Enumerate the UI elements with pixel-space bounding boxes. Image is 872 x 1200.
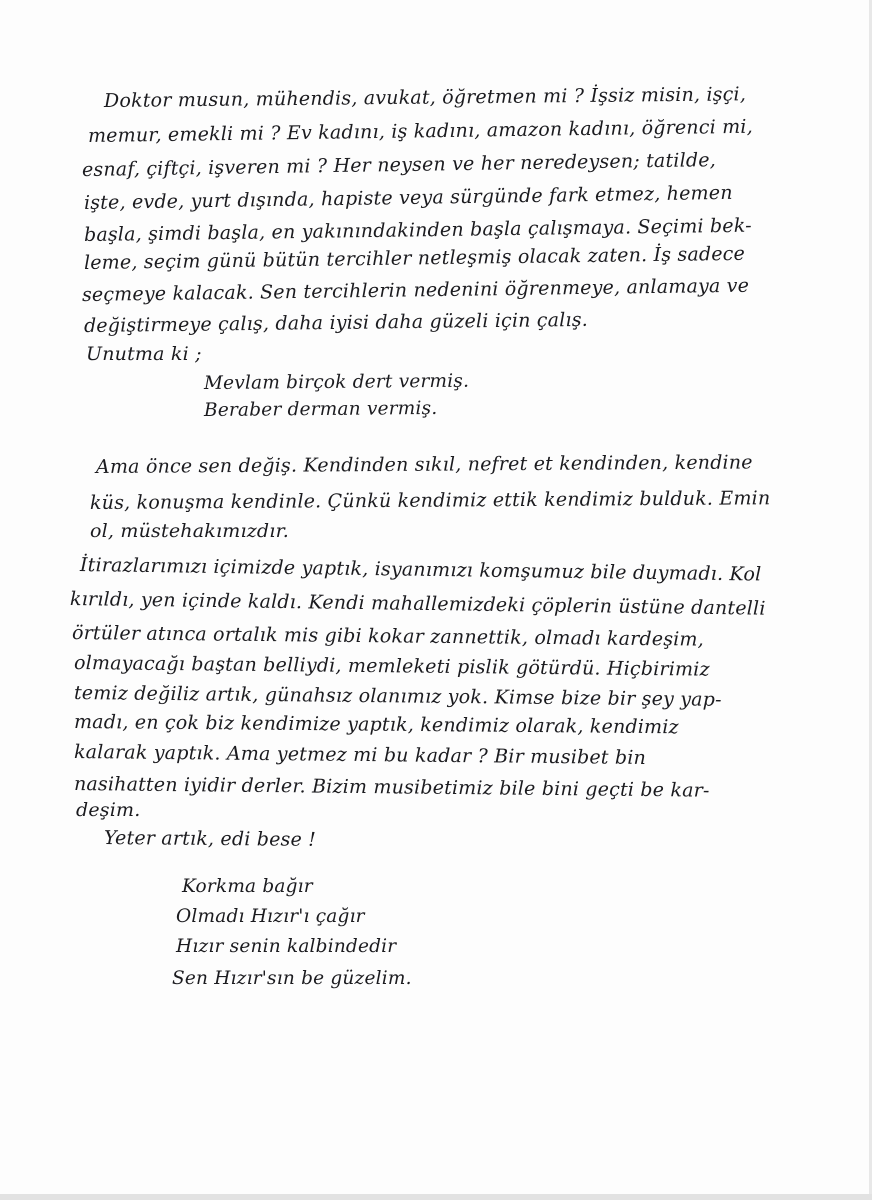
text-line: örtüler atınca ortalık mis gibi kokar zannettik, olmadı kardeşim, — [71, 622, 705, 651]
text-line: küs, konuşma kendinle. Çünkü kendimiz ettik kendimiz bulduk. Emin — [89, 487, 771, 514]
text-line: deşim. — [76, 799, 141, 821]
text-line: esnaf, çiftçi, işveren mi ? Her neysen ve her neredeysen; tatilde, — [81, 149, 717, 181]
text-line: olmayacağı baştan belliydi, memleketi pislik götürdü. Hiçbirimiz — [73, 652, 710, 681]
text-line: seçmeye kalacak. Sen tercihlerin nedenini öğrenmeye, anlamaya ve — [81, 274, 750, 306]
text-line: madı, en çok biz kendimize yaptık, kendimiz olarak, kendimiz — [73, 711, 679, 739]
text-line: Ama önce sen değiş. Kendinden sıkıl, nefret et kendinden, kendine — [95, 451, 753, 478]
text-line: işte, evde, yurt dışında, hapiste veya sürgünde fark etmez, hemen — [83, 181, 733, 214]
text-line: temiz değiliz artık, günahsız olanımız yok. Kimse bize bir şey yap- — [73, 682, 722, 711]
text-line: değiştirmeye çalış, daha iyisi daha güzeli için çalış. — [83, 308, 589, 337]
text-line: ol, müstehakımızdır. — [90, 520, 290, 542]
verse-line: Beraber derman vermiş. — [203, 397, 438, 421]
text-line: Yeter artık, edi bese ! — [103, 827, 317, 851]
verse-line: Hızır senin kalbindedir — [176, 936, 397, 957]
verse-line: Korkma bağır — [182, 876, 313, 897]
verse-line: Olmadı Hızır'ı çağır — [176, 906, 365, 927]
text-line: Unutma ki ; — [86, 343, 202, 365]
text-line: memur, emekli mi ? Ev kadını, iş kadını, amazon kadını, öğrenci mi, — [87, 115, 754, 147]
text-line: leme, seçim günü bütün tercihler netleşmiş olacak zaten. İş sadece — [83, 242, 746, 274]
text-line: kalarak yaptık. Ama yetmez mi bu kadar ? Bir musibet bin — [73, 741, 647, 769]
text-line: başla, şimdi başla, en yakınındakinden başla çalışmaya. Seçimi bek- — [83, 214, 752, 246]
text-line: Doktor musun, mühendis, avukat, öğretmen mi ? İşsiz misin, işçi, — [103, 83, 747, 112]
scan-edge-bottom — [0, 1194, 872, 1200]
text-line: kırıldı, yen içinde kaldı. Kendi mahallemizdeki çöplerin üstüne dantelli — [69, 588, 766, 620]
verse-line: Sen Hızır'sın be güzelim. — [172, 968, 412, 989]
verse-line: Mevlam birçok dert vermiş. — [203, 370, 470, 394]
text-line: İtirazlarımızı içimizde yaptık, isyanımızı komşumuz bile duymadı. Kol — [79, 554, 762, 586]
text-line: nasihatten iyidir derler. Bizim musibetimiz bile bini geçti be kar- — [73, 773, 710, 802]
